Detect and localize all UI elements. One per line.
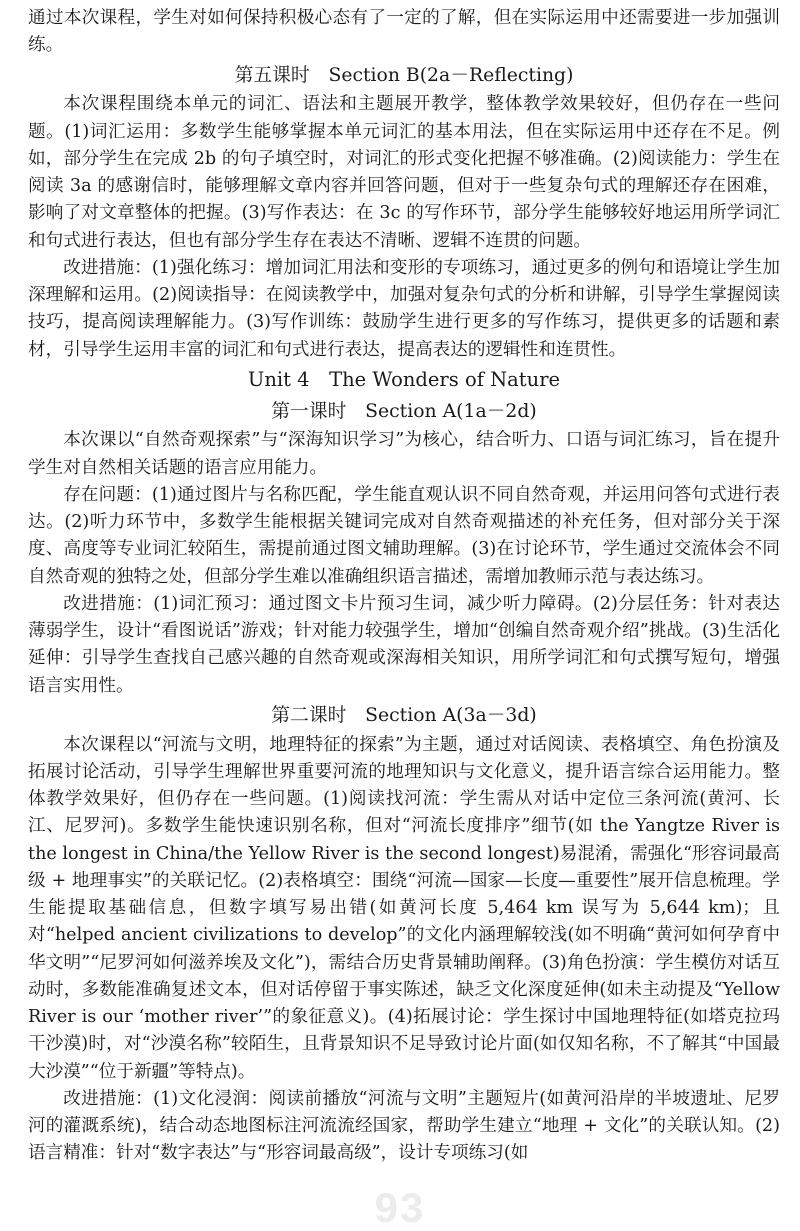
lesson-heading-2: 第二课时 Section A(3a－3d) [271,704,537,726]
paragraph-lesson2-improvements: 改进措施：(1)文化浸润：阅读前播放“河流与文明”主题短片(如黄河沿岸的半坡遗址、尼罗河的灌溉系统)，结合动态地图标注河流流经国家，帮助学生建立“地理 + 文化”的关联认知。(2)语言精准：针对“数字表达”与“形容词最高级”，设计专项练习(如 [28,1088,780,1164]
paragraph-lesson1-improvements: 改进措施：(1)词汇预习：通过图文卡片预习生词，减少听力障碍。(2)分层任务：针对表达薄弱学生，设计“看图说话”游戏；针对能力较强学生，增加“创编自然奇观介绍”挑战。(3)生活化延伸：引导学生查找自己感兴趣的自然奇观或深海相关知识，用所学词汇和句式撰写短句，增强语言实用性。 [28,593,780,696]
lesson-heading-1: 第一课时 Section A(1a－2d) [271,400,537,422]
paragraph-lesson5-improvements: 改进措施：(1)强化练习：增加词汇用法和变形的专项练习，通过更多的例句和语境让学生加深理解和运用。(2)阅读指导：在阅读教学中，加强对复杂句式的分析和讲解，引导学生掌握阅读技巧，提高阅读理解能力。(3)写作训练：鼓励学生进行更多的写作练习，提供更多的话题和素材，引导学生运用丰富的词汇和句式进行表达，提高表达的逻辑性和连贯性。 [28,257,780,360]
paragraph-lesson1-problems: 存在问题：(1)通过图片与名称匹配，学生能直观认识不同自然奇观，并运用问答句式进行表达。(2)听力环节中，多数学生能根据关键词完成对自然奇观描述的补充任务，但对部分关于深度、高度等专业词汇较陌生，需提前通过图文辅助理解。(3)在讨论环节，学生通过交流体会不同自然奇观的独特之处，但部分学生难以准确组织语言描述，需增加教师示范与表达练习。 [28,484,780,587]
paragraph-lesson2-overview: 本次课程以“河流与文明，地理特征的探索”为主题，通过对话阅读、表格填空、角色扮演及拓展讨论活动，引导学生理解世界重要河流的地理知识与文化意义，提升语言综合运用能力。整体教学效果好，但仍存在一些问题。(1)阅读找河流：学生需从对话中定位三条河流(黄河、长江、尼罗河)。多数学生能快速识别名称，但对“河流长度排序”细节(如 the Yangtze River is the longest in China/the Yellow River is the second longest)易混淆，需强化“形容词最高级 + 地理事实”的关联记忆。(2)表格填空：围绕“河流—国家—长度—重要性”展开信息梳理。学生能提取基础信息，但数字填写易出错(如黄河长度 5,464 km 误写为 5,644 km)；且对“helped ancient civilizations to develop”的文化内涵理解较浅(如不明确“黄河如何孕育中华文明”“尼罗河如何滋养埃及文化”)，需结合历史背景辅助阐释。(3)角色扮演：学生模仿对话互动时，多数能准确复述文本，但对话停留于事实陈述，缺乏文化深度延伸(如未主动提及“Yellow River is our ‘mother river’”的象征意义)。(4)拓展讨论：学生探讨中国地理特征(如塔克拉玛干沙漠)时，对“沙漠名称”较陌生，且背景知识不足导致讨论片面(如仅知名称，不了解其“中国最大沙漠”“位于新疆”等特点)。 [28,734,780,1082]
page-number-watermark: 93 [374,1184,426,1231]
lesson-heading-5: 第五课时 Section B(2a－Reflecting) [234,64,574,86]
paragraph-lesson1-intro: 本次课以“自然奇观探索”与“深海知识学习”为核心，结合听力、口语与词汇练习，旨在提升学生对自然相关话题的语言应用能力。 [28,430,780,478]
paragraph-positive-mindset-conclusion: 通过本次课程，学生对如何保持积极心态有了一定的了解，但在实际运用中还需要进一步加强训练。 [28,8,780,56]
page-content [28,5,780,1168]
paragraph-lesson5-problems: 本次课程围绕本单元的词汇、语法和主题展开教学，整体教学效果较好，但仍存在一些问题。(1)词汇运用：多数学生能够掌握本单元词汇的基本用法，但在实际运用中还存在不足。例如，部分学生在完成 2b 的句子填空时，对词汇的形式变化把握不够准确。(2)阅读能力：学生在阅读 3a 的感谢信时，能够理解文章内容并回答问题，但对于一些复杂句式的理解还存在困难，影响了对文章整体的把握。(3)写作表达：在 3c 的写作环节，部分学生能够较好地运用所学词汇和句式进行表达，但也有部分学生存在表达不清晰、逻辑不连贯的问题。 [28,94,780,251]
unit-heading: Unit 4 The Wonders of Nature [247,367,561,391]
